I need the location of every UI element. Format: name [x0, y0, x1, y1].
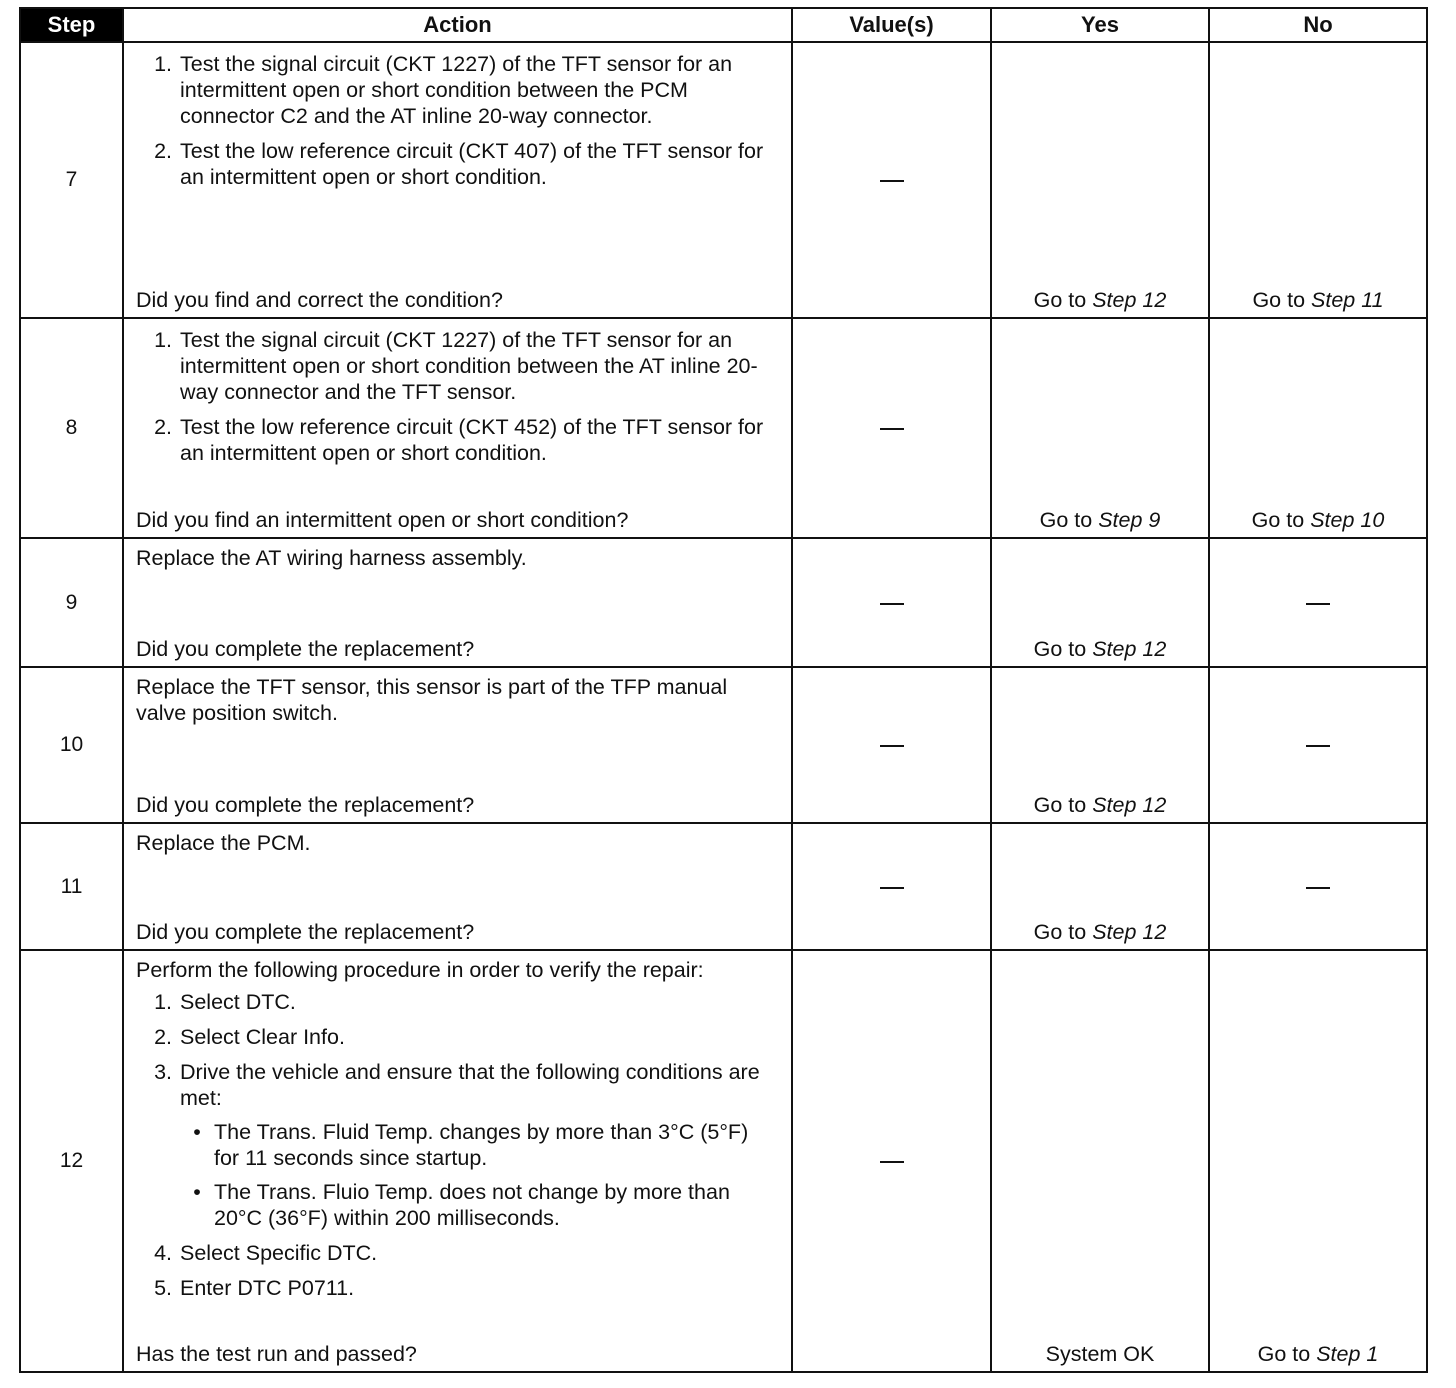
question-text: Did you complete the replacement?	[136, 793, 475, 817]
question-text: Did you find and correct the condition?	[136, 288, 503, 312]
action-cell	[123, 318, 792, 538]
table-row-step-9	[20, 538, 1427, 667]
action-text: Perform the following procedure in order to verify the repair:	[136, 958, 704, 982]
action-cell	[123, 538, 792, 667]
list-item: 1. Test the signal circuit (CKT 1227) of the TFT sensor for an intermittent open or short condition between the PCM connector C2 and the AT inline 20-way connector.	[154, 52, 733, 128]
dash-mark	[880, 603, 904, 605]
diagnostic-table	[19, 7, 1428, 1373]
question-text: Has the test run and passed?	[136, 1342, 417, 1366]
list-item: 5. Enter DTC P0711.	[154, 1276, 355, 1300]
yes-link[interactable]: Go to Step 12	[1033, 920, 1167, 944]
action-cell	[123, 950, 792, 1372]
table-row-step-8	[20, 318, 1427, 538]
step-number: 10	[20, 667, 123, 823]
yes-cell	[991, 950, 1209, 1372]
value-cell	[792, 538, 991, 667]
value-cell	[792, 42, 991, 318]
yes-link[interactable]: Go to Step 9	[1039, 508, 1161, 532]
value-cell	[792, 667, 991, 823]
list-item: 4. Select Specific DTC.	[154, 1241, 378, 1265]
action-text: Replace the AT wiring harness assembly.	[136, 546, 527, 570]
no-cell	[1209, 42, 1427, 318]
dash-mark	[880, 428, 904, 430]
yes-cell	[991, 318, 1209, 538]
table-row-step-10	[20, 667, 1427, 823]
question-text: Did you complete the replacement?	[136, 637, 475, 661]
list-item: 2. Test the low reference circuit (CKT 452) of the TFT sensor for an intermittent open or short condition.	[154, 415, 764, 465]
table-row-step-7	[20, 42, 1427, 318]
action-text: Replace the TFT sensor, this sensor is part of the TFP manual valve position switch.	[136, 675, 728, 725]
no-link[interactable]: Go to Step 11	[1252, 288, 1384, 312]
header-yes: Yes	[991, 8, 1209, 42]
value-cell	[792, 318, 991, 538]
yes-cell	[991, 667, 1209, 823]
bullet-item: • The Trans. Fluio Temp. does not change by more than 20°C (36°F) within 200 milliseconds.	[193, 1180, 730, 1230]
list-item: 1. Select DTC.	[154, 990, 296, 1014]
yes-cell	[991, 823, 1209, 950]
yes-link[interactable]: Go to Step 12	[1033, 637, 1167, 661]
dash-mark	[880, 887, 904, 889]
yes-cell	[991, 538, 1209, 667]
bullet-item: • The Trans. Fluid Temp. changes by more than 3°C (5°F) for 11 seconds since startup.	[193, 1120, 749, 1170]
question-text: Did you complete the replacement?	[136, 920, 475, 944]
action-cell	[123, 823, 792, 950]
no-cell	[1209, 538, 1427, 667]
yes-cell	[991, 42, 1209, 318]
no-cell	[1209, 318, 1427, 538]
no-cell	[1209, 823, 1427, 950]
value-cell	[792, 950, 991, 1372]
header-no: No	[1209, 8, 1427, 42]
no-link[interactable]: Go to Step 10	[1251, 508, 1385, 532]
table-row-step-11	[20, 823, 1427, 950]
header-action: Action	[123, 8, 792, 42]
table-row-step-12	[20, 950, 1427, 1372]
step-number: 9	[20, 538, 123, 667]
action-cell	[123, 42, 792, 318]
no-link[interactable]: Go to Step 1	[1257, 1342, 1379, 1366]
system-ok-text: System OK	[1045, 1342, 1155, 1366]
no-cell	[1209, 667, 1427, 823]
dash-mark	[1306, 887, 1330, 889]
header-row	[20, 8, 1427, 42]
step-number: 12	[20, 950, 123, 1372]
dash-mark	[1306, 603, 1330, 605]
question-text: Did you find an intermittent open or short condition?	[136, 508, 629, 532]
dash-mark	[1306, 745, 1330, 747]
yes-link[interactable]: Go to Step 12	[1033, 288, 1167, 312]
dash-mark	[880, 1161, 904, 1163]
step-number: 7	[20, 42, 123, 318]
list-item: 1. Test the signal circuit (CKT 1227) of the TFT sensor for an intermittent open or short condition between the AT inline 20-way connector and the TFT sensor.	[154, 328, 758, 404]
header-step: Step	[20, 8, 123, 42]
step-number: 8	[20, 318, 123, 538]
dash-mark	[880, 180, 904, 182]
no-cell	[1209, 950, 1427, 1372]
step-number: 11	[20, 823, 123, 950]
value-cell	[792, 823, 991, 950]
action-text: Replace the PCM.	[136, 831, 311, 855]
list-item: 2. Test the low reference circuit (CKT 407) of the TFT sensor for an intermittent open or short condition.	[154, 139, 764, 189]
action-cell	[123, 667, 792, 823]
list-item: 2. Select Clear Info.	[154, 1025, 345, 1049]
header-values: Value(s)	[792, 8, 991, 42]
yes-link[interactable]: Go to Step 12	[1033, 793, 1167, 817]
list-item: 3. Drive the vehicle and ensure that the following conditions are met: • The Trans. Fluid Temp. changes by more than 3°C (5°F) for 11 seconds since startup. • The Trans. Fluio Temp. does not change by more than 20°C (36°F) within 200 milliseconds.	[138, 1059, 771, 1231]
dash-mark	[880, 745, 904, 747]
